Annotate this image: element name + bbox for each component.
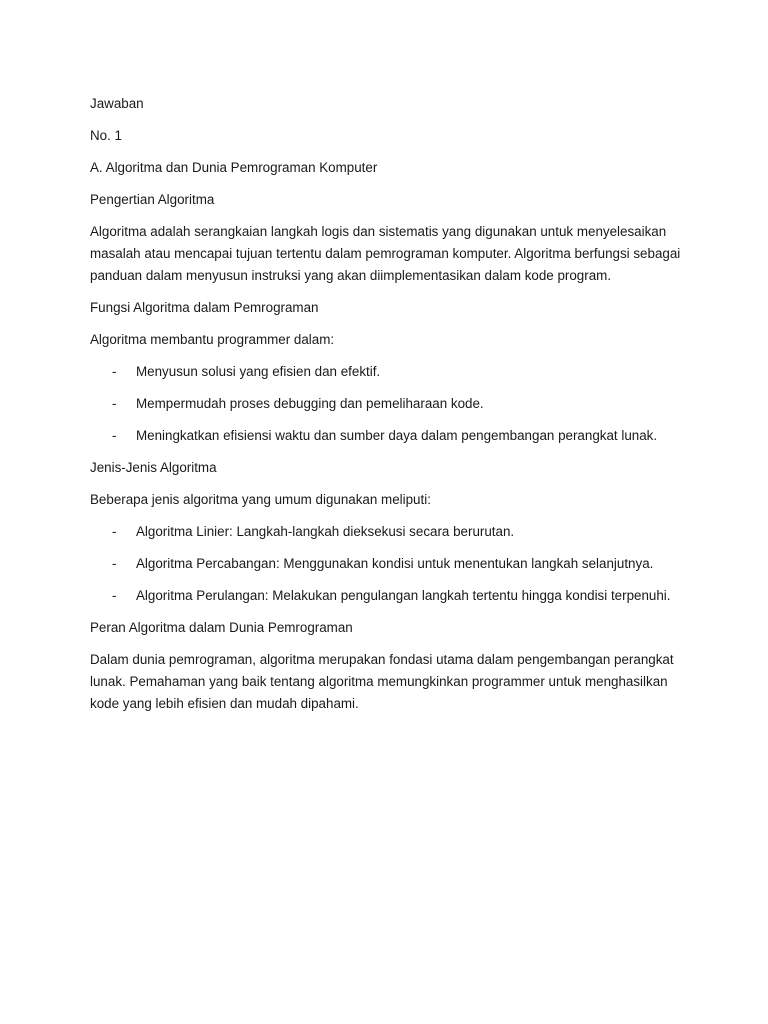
bullet-dash: - (112, 364, 117, 379)
subsection-title-pengertian: Pengertian Algoritma (90, 192, 215, 207)
subsection-title-jenis: Jenis-Jenis Algoritma (90, 460, 217, 475)
subsection-title-peran: Peran Algoritma dalam Dunia Pemrograman (90, 620, 353, 635)
list-item (90, 553, 690, 575)
list-item-text: Algoritma Percabangan: Menggunakan kondisi untuk menentukan langkah selanjutnya. (136, 556, 654, 571)
bullet-dash: - (112, 428, 117, 443)
list-item-text: Mempermudah proses debugging dan pemeliharaan kode. (136, 396, 484, 411)
list-item-text: Algoritma Linier: Langkah-langkah dieksekusi secara berurutan. (136, 524, 515, 539)
list-item-text: Menyusun solusi yang efisien dan efektif. (136, 364, 381, 379)
list-item (90, 393, 690, 415)
paragraph-pengertian: Algoritma adalah serangkaian langkah logis dan sistematis yang digunakan untuk menyelesaikan masalah atau mencapai tujuan tertentu dalam pemrograman komputer. Algoritma berfungsi sebagai panduan dalam menyusun instruksi yang akan diimplementasikan dalam kode program. (90, 224, 681, 283)
list-item-text: Algoritma Perulangan: Melakukan pengulangan langkah tertentu hingga kondisi terpenuhi. (136, 588, 671, 603)
document-page (90, 93, 690, 725)
subsection-title-fungsi: Fungsi Algoritma dalam Pemrograman (90, 300, 319, 315)
list-item (90, 585, 690, 607)
list-item (90, 425, 690, 447)
paragraph-jenis-intro: Beberapa jenis algoritma yang umum digunakan meliputi: (90, 492, 431, 507)
list-item (90, 361, 690, 383)
question-number: No. 1 (90, 128, 123, 143)
bullet-dash: - (112, 524, 117, 539)
list-item-text: Meningkatkan efisiensi waktu dan sumber daya dalam pengembangan perangkat lunak. (136, 428, 658, 443)
section-title: A. Algoritma dan Dunia Pemrograman Komputer (90, 160, 378, 175)
paragraph-peran: Dalam dunia pemrograman, algoritma merupakan fondasi utama dalam pengembangan perangkat lunak. Pemahaman yang baik tentang algoritma memungkinkan programmer untuk menghasilkan kode yang lebih efisien dan mudah dipahami. (90, 652, 674, 711)
bullet-dash: - (112, 556, 117, 571)
paragraph-fungsi-intro: Algoritma membantu programmer dalam: (90, 332, 335, 347)
jenis-list (90, 521, 690, 607)
document-heading: Jawaban (90, 96, 144, 111)
bullet-dash: - (112, 588, 117, 603)
list-item (90, 521, 690, 543)
fungsi-list (90, 361, 690, 447)
bullet-dash: - (112, 396, 117, 411)
